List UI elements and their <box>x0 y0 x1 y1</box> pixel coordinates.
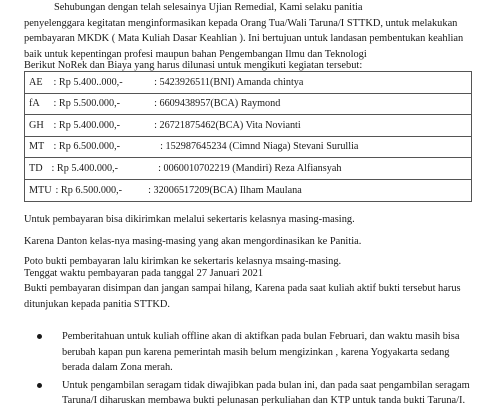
intro-line-1: Sehubungan dengan telah selesainya Ujian Remedial, Kami selaku panitia <box>54 2 363 13</box>
note-line: Pemberitahuan untuk kuliah offline akan di aktifkan pada bulan Februari, dan waktu masih bisa <box>62 331 460 342</box>
table-row <box>25 115 472 137</box>
row-amount: : Rp 5.400.000,- <box>51 163 119 175</box>
list-item <box>24 378 472 409</box>
row-code: MTU <box>29 184 52 196</box>
statement-keep-proof <box>24 281 472 312</box>
statement-keep-proof-line-1: Bukti pembayaran disimpan dan jangan sampai hilang, Karena pada saat kuliah aktif bukti tersebut harus <box>24 283 461 294</box>
row-amount: : Rp 5.400.000,- <box>53 119 121 131</box>
statement-deadline: Tenggat waktu pembayaran pada tanggal 27 Januari 2021 <box>24 268 264 279</box>
intro-paragraph <box>24 0 472 62</box>
note-line: berubah kapan pun karena pemerintah masih belum mengizinkan , karena Yogyakarta sedang <box>62 346 450 358</box>
statement-keep-proof-line-2: ditunjukan kepada panitia STTKD. <box>24 298 171 310</box>
row-account: : 26721875462(BCA) Vita Novianti <box>154 119 301 131</box>
row-code: TD <box>29 163 43 175</box>
row-account: : 6609438957(BCA) Raymond <box>154 98 281 110</box>
statement-danton-coordination: Karena Danton kelas-nya masing-masing yang akan mengordinasikan ke Panitia. <box>24 236 362 247</box>
row-code: MT <box>29 141 45 153</box>
row-account: : 5423926511(BNI) Amanda chintya <box>154 76 304 88</box>
table-row <box>25 72 472 94</box>
intro-line-2: penyelenggara kegitatan menginformasikan kepada Orang Tua/Wali Taruna/I STTKD, untuk melakukan <box>24 17 458 29</box>
statement-send-via-secretary: Untuk pembayaran bisa dikirimkan melalui sekertaris kelasnya masing-masing. <box>24 214 355 225</box>
notes-list <box>24 329 472 411</box>
account-list-heading: Berikut NoRek dan Biaya yang harus dilunasi untuk mengikuti kegiatan tersebut: <box>24 60 363 71</box>
table-row <box>25 93 472 115</box>
row-amount: : Rp 6.500.000,- <box>55 184 123 196</box>
row-code: AE <box>29 76 43 88</box>
intro-line-4: baik untuk kepentingan profesi maupun bahan Pengembangan Ilmu dan Teknologi <box>24 48 367 60</box>
note-line: berada dalam Zona merah. <box>62 362 173 374</box>
row-code: fA <box>29 98 40 110</box>
row-amount: : Rp 5.400..000,- <box>53 76 123 88</box>
statement-photo-proof: Poto bukti pembayaran lalu kirimkan ke sekertaris kelasnya msaing-masing. <box>24 256 342 267</box>
table-row <box>25 179 472 201</box>
row-account: : 32006517209(BCA) Ilham Maulana <box>148 184 302 196</box>
row-amount: : Rp 6.500.000,- <box>53 141 121 153</box>
bullet-icon <box>37 383 42 388</box>
row-code: GH <box>29 119 44 131</box>
bank-account-table <box>24 71 472 202</box>
intro-line-3: pembayaran MKDK ( Mata Kuliah Dasar Keahlian ). Ini bertujuan untuk landasan pembentukan keahlian <box>24 33 464 45</box>
note-line: Taruna/I diharuskan membawa bukti pelunasan perkuliahan dan KTP untuk tanda bukti Taruna/I. <box>62 395 466 407</box>
table-row <box>25 136 472 158</box>
bullet-icon <box>37 334 42 339</box>
row-account: : 0060010702219 (Mandiri) Reza Alfiansyah <box>158 163 342 175</box>
list-item <box>24 329 472 376</box>
row-account: : 152987645234 (Cimnd Niaga) Stevani Surullia <box>160 141 359 153</box>
note-line: Untuk pengambilan seragam tidak diwajibkan pada bulan ini, dan pada saat pengambilan seragam <box>62 379 470 391</box>
table-row <box>25 158 472 180</box>
row-amount: : Rp 5.500.000,- <box>53 98 121 110</box>
